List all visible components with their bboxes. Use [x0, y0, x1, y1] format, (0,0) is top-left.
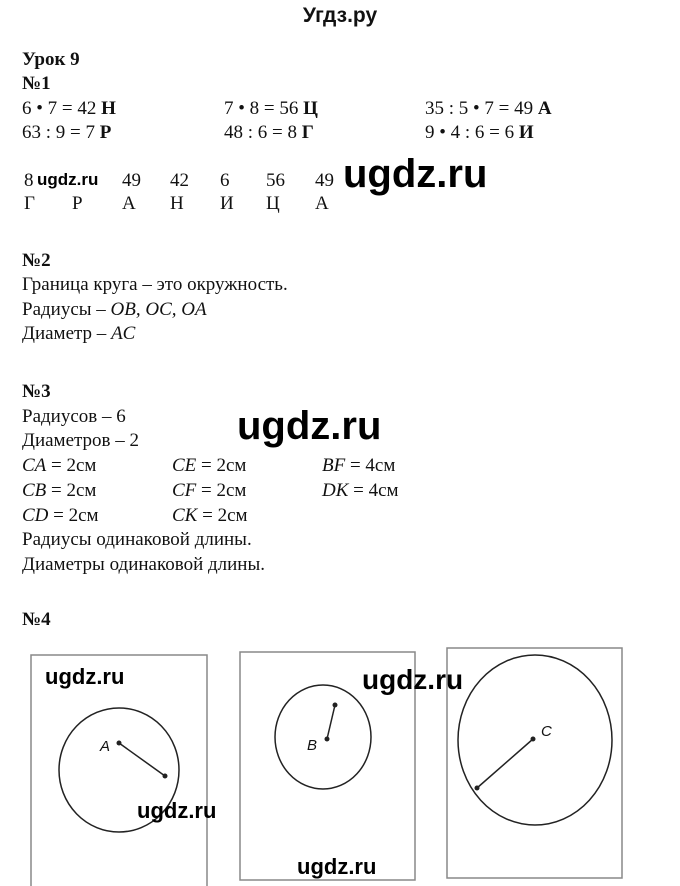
expr-letter: Н — [101, 98, 116, 119]
line-value: AC — [111, 323, 136, 344]
line-prefix: Радиусы – — [22, 299, 111, 320]
decode-letter: Г — [24, 193, 35, 214]
expr-letter: Г — [301, 122, 314, 143]
value: = 4см — [345, 455, 396, 476]
value: = 2см — [196, 455, 247, 476]
task3-conclusion2: Диаметры одинаковой длины. — [22, 554, 265, 575]
value: = 2см — [196, 480, 247, 501]
value: = 2см — [46, 480, 97, 501]
decode-number: 49 — [122, 170, 141, 191]
segment: CA — [22, 455, 47, 476]
circle-b — [275, 685, 371, 789]
segment: DK — [322, 480, 349, 501]
decode-letter: А — [122, 193, 136, 214]
value: = 2см — [46, 455, 97, 476]
watermark: ugdz.ru — [237, 404, 382, 448]
value: = 2см — [48, 505, 99, 526]
decode-letter: Н — [170, 193, 184, 214]
center-label-c: C — [541, 723, 552, 740]
expr-letter: И — [518, 122, 534, 143]
segment: CB — [22, 480, 47, 501]
value: = 2см — [197, 505, 248, 526]
task3-label: №3 — [22, 381, 51, 402]
expr-text: 63 : 9 = 7 — [22, 122, 100, 143]
decode-letter: А — [315, 193, 329, 214]
task4-label: №4 — [22, 609, 51, 630]
site-header-title: Угдз.ру — [302, 4, 378, 27]
center-label-b: B — [307, 737, 318, 754]
task2-label: №2 — [22, 250, 51, 271]
watermark: ugdz.ru — [137, 798, 217, 823]
expr-letter: Ц — [303, 98, 318, 119]
value: = 4см — [348, 480, 399, 501]
decode-number: 49 — [315, 170, 334, 191]
task3-conclusion1: Радиусы одинаковой длины. — [22, 529, 252, 550]
decode-letter: Ц — [266, 193, 280, 214]
segment: CE — [172, 455, 197, 476]
expr-letter: Р — [99, 122, 112, 143]
expr-letter: А — [537, 98, 552, 119]
segment: CK — [172, 505, 198, 526]
watermark: ugdz.ru — [45, 664, 125, 689]
decode-number: 56 — [266, 170, 285, 191]
task2-line1: Граница круга – это окружность. — [22, 274, 288, 295]
line-prefix: Диаметр – — [22, 323, 112, 344]
expr-text: 48 : 6 = 8 — [224, 122, 302, 143]
segment: CD — [22, 505, 49, 526]
lesson-title: Урок 9 — [22, 49, 80, 70]
task3-diameters: Диаметров – 2 — [22, 430, 140, 451]
task3-radii: Радиусов – 6 — [22, 406, 126, 427]
decode-number: 6 — [220, 170, 230, 191]
decode-letter: И — [220, 193, 234, 214]
watermark: ugdz.ru — [37, 170, 99, 189]
watermark: ugdz.ru — [343, 152, 488, 196]
line-value: OB, OC, OA — [110, 299, 207, 320]
segment: CF — [172, 480, 197, 501]
decode-number: 42 — [170, 170, 189, 191]
center-label-a: A — [100, 738, 111, 755]
decode-letter: Р — [72, 193, 83, 214]
watermark: ugdz.ru — [297, 854, 377, 879]
figure-frame-c — [447, 648, 622, 878]
expr-text: 7 • 8 = 56 — [224, 98, 304, 119]
watermark: ugdz.ru — [362, 664, 464, 695]
task1-label: №1 — [22, 73, 51, 94]
expr-text: 35 : 5 • 7 = 49 — [425, 98, 538, 119]
expr-text: 6 • 7 = 42 — [22, 98, 102, 119]
expr-text: 9 • 4 : 6 = 6 — [425, 122, 519, 143]
segment: BF — [322, 455, 346, 476]
decode-number: 8 — [24, 170, 34, 191]
